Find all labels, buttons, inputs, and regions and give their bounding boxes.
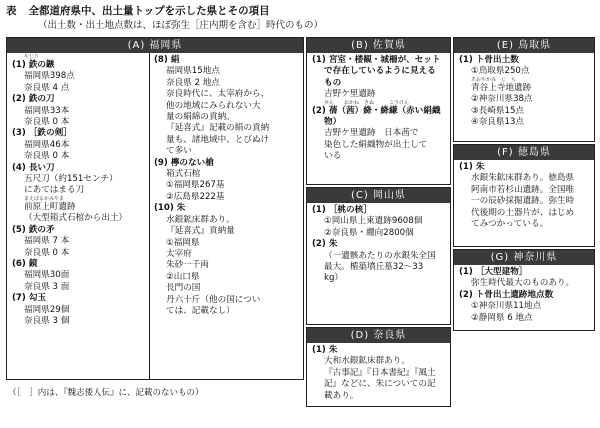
item-line: 奈良県 4 点: [24, 82, 70, 93]
item-line: ②静岡県 6 地点: [471, 312, 533, 323]
item-heading: (1) 朱: [459, 162, 485, 172]
item-line: 箱式石棺: [166, 169, 201, 180]
item-line: 量も、諸地域中、とびぬけ: [166, 134, 270, 145]
table-label: 表: [6, 5, 17, 17]
tottori-body: [454, 53, 594, 128]
item-line: 吉野ケ里遺跡 日本茜で: [324, 128, 419, 139]
item-line: 奈良時代に、太宰府から、: [166, 89, 270, 100]
item-line: 染色した絹織物が出土して: [324, 139, 428, 150]
nara-body: [307, 343, 450, 402]
item-line: 福岡県46本: [24, 139, 70, 150]
item-line: 朱砂一千両: [166, 260, 209, 271]
item-heading: (1) ［桃の核］: [312, 205, 372, 215]
panel-header: (F) 徳島県: [454, 145, 594, 160]
item-line: ②奈良県・纒向2800個: [324, 227, 414, 238]
ruby-reading: あおやかみ じ ち: [471, 76, 517, 83]
fukuoka-col-1: [12, 55, 147, 327]
item-line: 奈良県 0 本: [24, 117, 70, 128]
item-heading: (1) ト骨出土数: [459, 55, 519, 65]
item-line: 記』などに、朱についての記: [324, 379, 436, 390]
item-heading: (9) 檸のない槍: [154, 157, 214, 168]
item-line: kg）: [324, 273, 344, 284]
panel-saga: [306, 37, 451, 185]
item-line: 大和水銀鉱床群あり。: [324, 356, 410, 367]
item-line: ①福岡県: [166, 237, 200, 248]
item-line: 物）: [324, 117, 342, 128]
panel-tottori: [453, 37, 595, 142]
item-heading: (1) 宮室・楼観・城柵が、セット: [312, 55, 441, 65]
item-line: ①神奈川県11地点: [471, 301, 542, 312]
table-title-text: 全都道府県中、出土量トップを示した県とその項目: [28, 5, 270, 17]
item-line: （大型箱式石棺から出土）: [24, 213, 128, 224]
footnote: （［ ］内は、『魏志倭人伝』に、記載のないもの）: [8, 388, 204, 398]
panel-nara: [306, 327, 451, 407]
item-line: ①鳥取県250点: [471, 66, 530, 77]
item-line: ④奈良県13点: [471, 117, 525, 128]
item-line: ①福岡県267基: [166, 180, 225, 191]
item-line: 丹六十斤（他の国につい: [166, 294, 261, 305]
item-heading: (4) 長い刀: [12, 162, 55, 173]
panel-header: (B) 佐賀県: [307, 38, 450, 53]
item-line: ②神奈川県38点: [471, 94, 533, 105]
panel-header: (C) 岡山県: [307, 188, 450, 203]
item-line: 奈良県 0 本: [24, 247, 70, 258]
item-line: 弥生時代最大のものあり。: [471, 278, 575, 289]
item-line: にあてはまる刀: [24, 185, 85, 196]
item-line: ②山口県: [166, 271, 200, 282]
item-line: 福岡県398点: [24, 71, 75, 82]
item-line: もの: [324, 77, 342, 88]
item-line: 前原上町遺跡: [24, 201, 76, 212]
item-line: 福岡県 7 本: [24, 236, 70, 247]
item-heading: (2) 蒨（茜）絳・絳縑（赤い絹織: [312, 105, 441, 116]
item-line: いる: [324, 151, 342, 162]
item-line: ②広島県222基: [166, 191, 225, 202]
panel-header: (G) 神奈川県: [454, 250, 594, 265]
item-heading: (10) 朱: [154, 203, 186, 214]
ruby-reading: やじり: [24, 54, 40, 60]
panel-fukuoka: [6, 37, 304, 380]
panel-header: (D) 奈良県: [307, 328, 450, 343]
table-subtitle: （出土数・出土地点数は、ほぼ弥生［庄内期を含む］時代のもの）: [38, 20, 324, 31]
item-line: （一遺骸あたりの水銀朱全国: [324, 250, 436, 261]
item-line: で存在しているように見える: [324, 66, 436, 77]
item-heading: (2) 鉄の刀: [12, 94, 55, 105]
item-line: 阿南市若杉山遺跡。全国唯: [471, 184, 575, 195]
item-line: 量の絹綿の貢納。: [166, 112, 235, 123]
item-heading: (8) 絹: [154, 55, 180, 65]
item-line: 長門の国: [166, 283, 201, 294]
item-line: 他の地域にみられない大: [166, 100, 261, 111]
item-line: ①岡山県上東遺跡9608個: [324, 216, 423, 227]
item-line: 『延喜式』貢納量: [166, 226, 235, 237]
saga-body: [307, 53, 450, 163]
item-heading: (7) 勾玉: [12, 293, 47, 304]
item-line: 福岡県29個: [24, 304, 70, 315]
column-divider: [149, 53, 150, 379]
item-heading: (6) 鏡: [12, 258, 38, 269]
panel-header: (E) 鳥取県: [454, 38, 594, 53]
item-heading: (1) ［大型建物］: [459, 267, 528, 277]
ruby-reading: まえばるかみやま: [24, 195, 65, 202]
item-line: 奈良県 3 個: [24, 315, 70, 326]
item-line: 水銀鉱床群あり。: [166, 214, 235, 225]
ruby-reading: せん おかね きぬ こうけん: [324, 99, 410, 106]
item-line: 『延喜式』記載の絹の貢納: [166, 123, 270, 134]
item-line: 水銀朱鉱床群あり。徳島県: [471, 173, 575, 184]
item-line: ては、記載なし）: [166, 305, 235, 316]
item-line: 福岡県15地点: [166, 66, 220, 77]
item-line: てみつかっている。: [471, 219, 549, 230]
item-line: 五尺刀（約151センチ）: [24, 174, 118, 185]
item-line: ③長崎県15点: [471, 105, 525, 116]
panel-kanagawa: [453, 249, 595, 331]
item-heading: (1) 朱: [312, 345, 338, 355]
item-line: 最大。楯築墳丘墓32〜33: [324, 262, 424, 273]
item-heading: (2) ト骨出土遺跡地点数: [459, 289, 554, 300]
item-line: 吉野ケ里遺跡: [324, 89, 376, 100]
item-heading: (1) 鉄の鏃: [12, 60, 55, 70]
item-line: 奈良県 2 地点: [166, 77, 220, 88]
item-line: 一の辰砂採掘遺跡。弥生時: [471, 196, 575, 207]
panel-tokushima: [453, 144, 595, 247]
tokushima-body: [454, 160, 594, 230]
item-line: 青谷上寺地遺跡: [471, 82, 532, 93]
item-line: 載あり。: [324, 390, 359, 401]
panel-header: (A) 福岡県: [7, 38, 303, 53]
item-line: 太宰府: [166, 248, 192, 259]
panel-okayama: [306, 187, 451, 325]
item-line: 『古事記』『日本書紀』『風土: [324, 367, 436, 378]
item-line: て多い: [166, 146, 192, 157]
table-title: [6, 3, 270, 18]
item-heading: (5) 鉄の矛: [12, 224, 55, 235]
item-line: 代後期の土器片が、はじめ: [471, 207, 575, 218]
item-line: 奈良県 3 面: [24, 281, 70, 292]
item-line: 福岡県30面: [24, 270, 70, 281]
okayama-body: [307, 203, 450, 285]
item-line: 奈良県 0 本: [24, 151, 70, 162]
fukuoka-col-2: [154, 55, 302, 317]
item-heading: (2) 朱: [312, 239, 338, 250]
item-line: 福岡県33本: [24, 105, 70, 116]
item-heading: (3) ［鉄の剣］: [12, 128, 72, 139]
kanagawa-body: [454, 265, 594, 324]
